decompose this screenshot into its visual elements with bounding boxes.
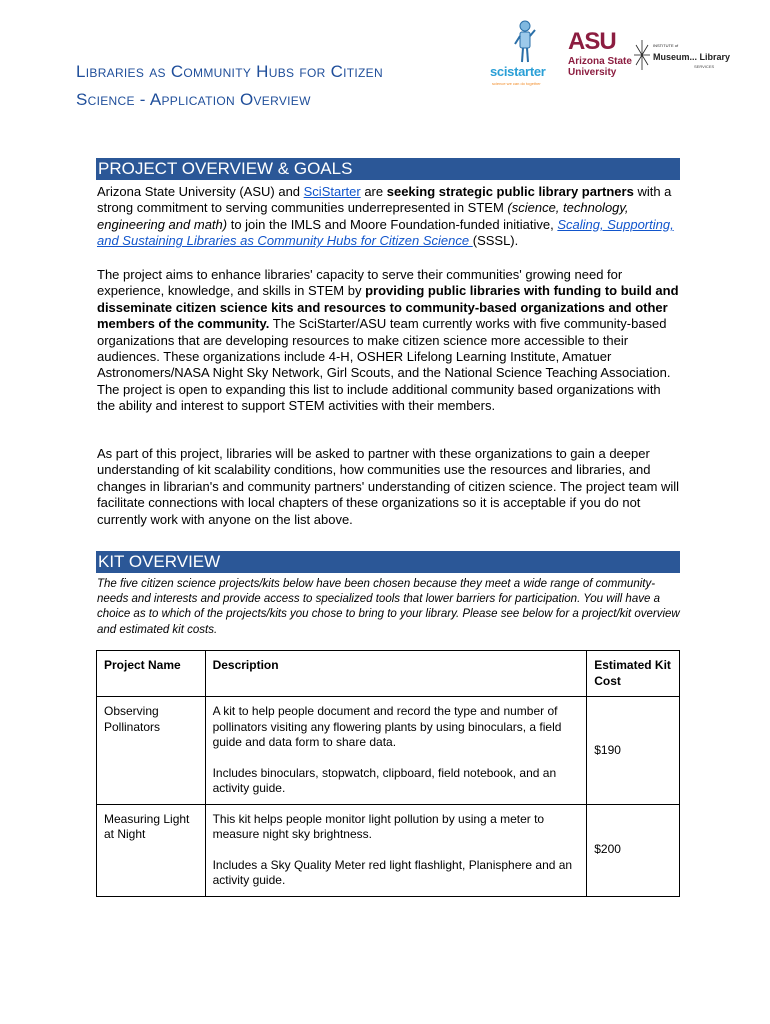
description-text: This kit helps people monitor light pollution by using a meter to measure night sky brightness. [212, 811, 545, 841]
sssl-initiative-link[interactable]: Scaling, Supporting, and Sustaining Libraries as Community Hubs for Citizen Science [97, 216, 674, 249]
text-span: are [360, 184, 387, 199]
text-span: The SciStarter/ASU team currently works with five community-based organizations that are developing resources to make citizen science more accessible to their audiences. These organizations include 4-H, OSHER Lifelong Learning Institute, Amatuer Astronomers/NASA Night Sky Network, Girl Scouts, and the National Science Teaching Association. The project is open to expanding this list to include additional community based organizations with the ability and interest to support STEM activities with their members. [97, 316, 671, 414]
text-span: to join the IMLS and Moore Foundation-funded initiative, [227, 216, 558, 232]
table-row [97, 697, 680, 805]
description-cell [205, 697, 587, 805]
scistarter-wordmark: scistarter [490, 64, 546, 79]
asu-mark: ASU [568, 28, 616, 55]
document-title [76, 58, 496, 114]
stem-definition: (science, technology, engineering and math) [97, 200, 629, 232]
text-span: The project aims to enhance libraries' capacity to serve their communities' growing need for experience, knowledge, and skills in STEM by [97, 267, 623, 299]
overview-paragraph-2 [97, 267, 682, 415]
scistarter-logo [490, 18, 562, 98]
kit-intro-text: The five citizen science projects/kits below have been chosen because they meet a wide range of community-needs and interests and provide access to specialized tools that lower barriers for participation. You will have a choice as to which of the projects/kits you chose to bring to your library. Please see below for a project/kit overview and estimated kit costs. [97, 578, 680, 636]
column-header-cost: Estimated Kit Cost [587, 651, 680, 697]
table-header-row [97, 651, 680, 697]
imls-logo [634, 38, 734, 78]
project-name-cell: Observing Pollinators [97, 697, 206, 805]
column-header-project-name: Project Name [97, 651, 206, 697]
table-row [97, 804, 680, 896]
bold-text: seeking strategic public library partners [386, 184, 634, 199]
bold-text: providing public libraries with funding to build and disseminate citizen science kits and resources to community-based organizations and other members of the community. [97, 283, 679, 332]
project-overview-heading: PROJECT OVERVIEW & GOALS [96, 158, 680, 180]
imls-star-icon [634, 40, 650, 70]
overview-paragraph-3: As part of this project, libraries will be asked to partner with these organizations to gain a deeper understanding of kit scalability conditions, how communities use the resources and libraries, and changes in librarian's and community partners' understanding of citizen science. The project team will facilitate connections with local chapters of these organizations so it is acceptable if you do not currently work with anyone on the list above. [97, 446, 680, 527]
robot-mascot-icon [514, 20, 536, 64]
text-span: (SSSL). [472, 233, 519, 249]
kit-table [96, 650, 680, 897]
scistarter-link[interactable]: SciStarter [303, 184, 361, 199]
cost-cell: $190 [587, 697, 680, 805]
asu-name-line-2: University [568, 67, 617, 78]
overview-paragraph-1 [97, 184, 682, 250]
imls-small-text: INSTITUTE of [653, 43, 679, 48]
title-line-1: Libraries as Community Hubs for Citizen [76, 62, 383, 81]
partner-logos [486, 18, 736, 98]
cost-cell: $200 [587, 804, 680, 896]
includes-text: Includes binoculars, stopwatch, clipboard, field notebook, and an activity guide. [212, 765, 557, 795]
scistarter-tagline: science we can do together [492, 81, 541, 86]
imls-sub: SERVICES [694, 64, 715, 69]
column-header-description: Description [205, 651, 587, 697]
project-name-cell: Measuring Light at Night [97, 804, 206, 896]
includes-text: Includes a Sky Quality Meter red light flashlight, Planisphere and an activity guide. [212, 857, 573, 887]
text-span: with a strong commitment to serving communities underrepresented in STEM [97, 184, 672, 216]
asu-logo [568, 28, 638, 98]
description-text: A kit to help people document and record the type and number of pollinators visiting any flowering plants by using binoculars, a field guide and data form to share data. [212, 704, 562, 749]
imls-name: Museum... Library [653, 52, 731, 62]
text-span: Arizona State University (ASU) and [97, 184, 304, 199]
kit-overview-heading: KIT OVERVIEW [96, 551, 680, 573]
title-line-2: Science - Application Overview [76, 90, 311, 109]
description-cell [205, 804, 587, 896]
asu-name-line-1: Arizona State [568, 56, 632, 67]
